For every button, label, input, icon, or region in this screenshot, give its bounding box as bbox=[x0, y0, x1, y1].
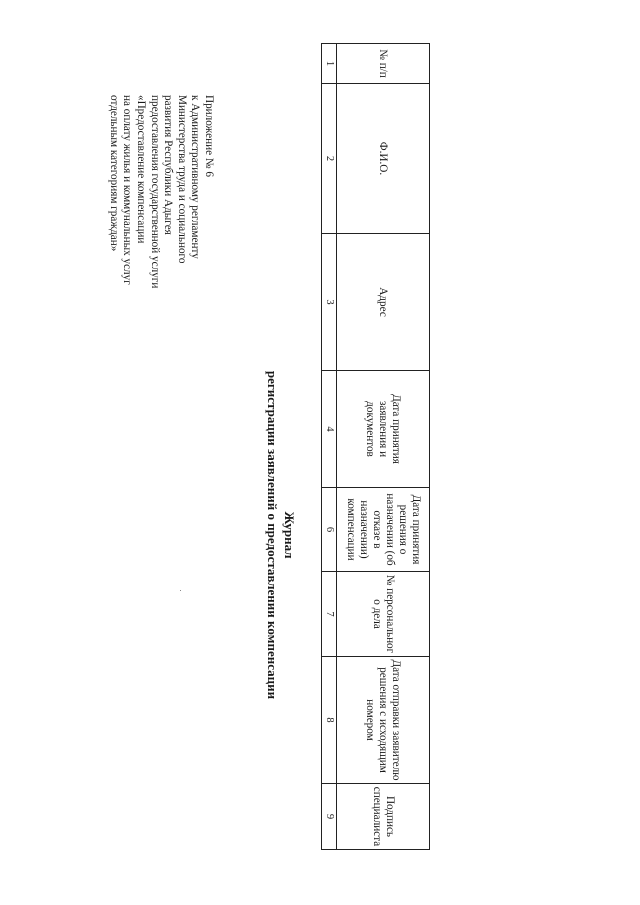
column-number-cell: 6 bbox=[322, 488, 337, 572]
appendix-line: к Административному регламенту bbox=[189, 95, 202, 259]
header-cell-fio: Ф.И.О. bbox=[337, 84, 430, 234]
header-cell-personal-file: № персональног о дела bbox=[337, 572, 430, 657]
header-cell-application-date: Дата принятия заявления и документов bbox=[337, 371, 430, 488]
table-row bbox=[322, 44, 337, 850]
scan-speck bbox=[180, 590, 181, 591]
column-number-cell: 9 bbox=[322, 784, 337, 850]
appendix-line: «Предоставление компенсации bbox=[135, 95, 148, 244]
header-cell-sending-date: Дата отправки заявителю решения с исходящим номером bbox=[337, 657, 430, 784]
column-number-cell: 1 bbox=[322, 44, 337, 84]
appendix-note bbox=[106, 95, 215, 435]
appendix-line: Министерства труда и социального bbox=[175, 95, 188, 264]
title-line-subject: регистрации заявлений о предоставлении компенсации bbox=[265, 370, 280, 700]
appendix-line: на оплату жилья и коммунальных услуг bbox=[121, 95, 134, 285]
appendix-line: развития Республики Адыгея bbox=[162, 95, 175, 235]
table-header-row bbox=[337, 44, 430, 850]
column-number-cell: 2 bbox=[322, 84, 337, 234]
column-number-cell: 3 bbox=[322, 234, 337, 371]
header-cell-address: Адрес bbox=[337, 234, 430, 371]
header-cell-signature: Подпись специалиста bbox=[337, 784, 430, 850]
appendix-line: Приложение № 6 bbox=[203, 95, 215, 177]
appendix-line: предоставления государственной услуги bbox=[148, 95, 161, 289]
column-number-cell: 7 bbox=[322, 572, 337, 657]
column-number-cell: 8 bbox=[322, 657, 337, 784]
title-line-journal: Журнал bbox=[282, 511, 297, 559]
column-number-cell: 4 bbox=[322, 371, 337, 488]
document-title bbox=[264, 235, 298, 835]
registration-journal-table bbox=[321, 43, 430, 850]
appendix-line: отдельным категориям граждан» bbox=[107, 95, 120, 252]
header-cell-number: № п/п bbox=[337, 44, 430, 84]
header-cell-decision-date: Дата принятия решения о назначении (об отказе в назначении) компенсации bbox=[337, 488, 430, 572]
